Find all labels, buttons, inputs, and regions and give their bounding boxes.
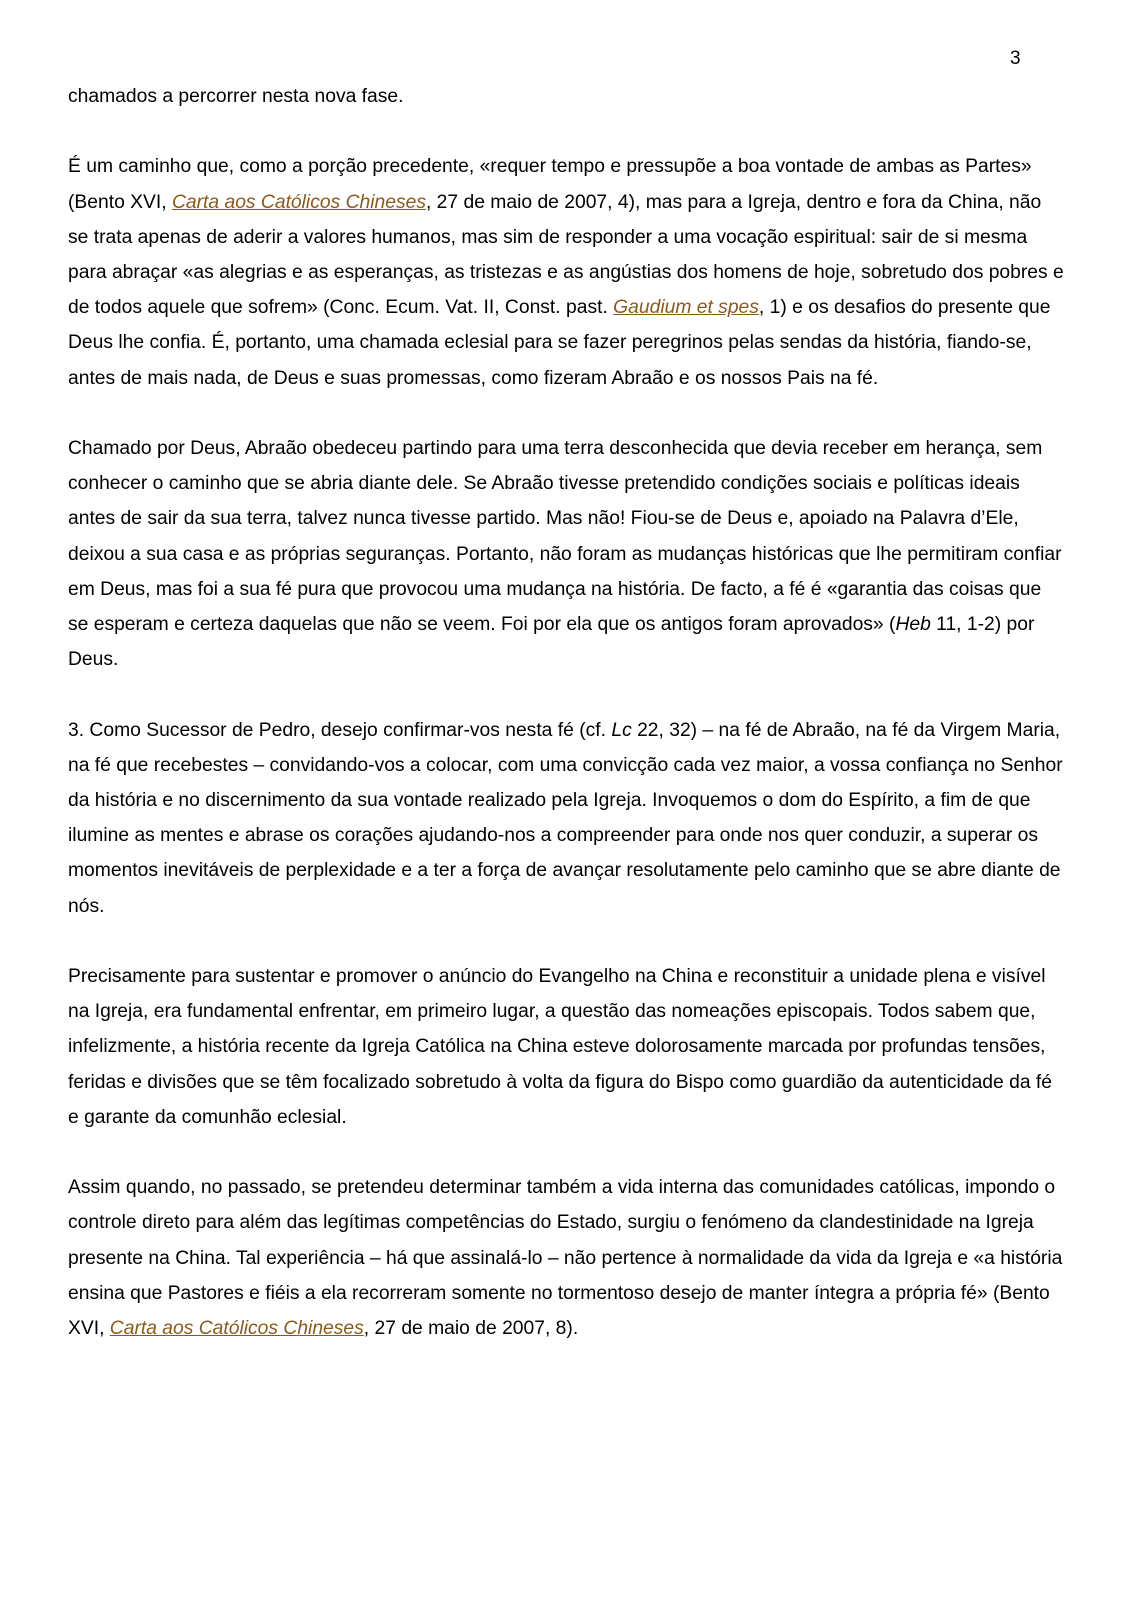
paragraph-text: Precisamente para sustentar e promover o anúncio do Evangelho na China e reconstituir a unidade plena e visível na Igreja, era fundamental enfrentar, em primeiro lugar, a questão das nomeações episcopais. Todos sabem que, infelizmente, a história recente da Igreja Católica na China esteve dolorosamente marcada por profundas tensões, feridas e divisões que se têm focalizado sobretudo à volta da figura do Bispo como guardião da autenticidade da fé e garante da comunhão eclesial. [68, 966, 1052, 1128]
paragraph-4 [68, 713, 1064, 924]
link-carta-catolicos-chineses[interactable]: Carta aos Católicos Chineses [171, 191, 426, 213]
page-number: 3 [1010, 48, 1021, 69]
paragraph-1 [68, 79, 1064, 114]
paragraph-text: 11, 1-2) por Deus. [68, 614, 1035, 671]
link-carta-catolicos-chineses[interactable]: Carta aos Católicos Chineses [109, 1318, 364, 1340]
paragraph-text: 22, 32) – na fé de Abraão, na fé da Virgem Maria, na fé que recebestes – convidando-vos a colocar, com uma convicção cada vez maior, a vossa confiança no Senhor da história e no discernimento da sua vontade realizado pela Igreja. Invoquemos o dom do Espírito, a fim de que ilumine as mentes e abrase os corações ajudando-nos a compreender para onde nos quer conduzir, a superar os momentos inevitáveis de perplexidade e a ter a força de avançar resolutamente pelo caminho que se abre diante de nós. [68, 719, 1063, 917]
paragraph-text: Assim quando, no passado, se pretendeu determinar também a vida interna das comunidades católicas, impondo o controle direto para além das legítimas competências do Estado, surgiu o fenómeno da clandestinidade na Igreja presente na China. Tal experiência – há que assinalá-lo – não pertence à normalidade da vida da Igreja e «a história ensina que Pastores e fiéis a ela recorreram somente no tormentoso desejo de manter íntegra a própria fé» (Bento XVI, [68, 1177, 1063, 1340]
paragraph-text: , 27 de maio de 2007, 8). [363, 1318, 579, 1340]
paragraph-text: É um caminho que, como a porção precedente, «requer tempo e pressupõe a boa vontade de ambas as Partes» (Bento XVI, [68, 156, 1032, 213]
document-body [68, 79, 1064, 1346]
paragraph-2 [68, 149, 1064, 395]
paragraph-text: Chamado por Deus, Abraão obedeceu partindo para uma terra desconhecida que devia receber em herança, sem conhecer o caminho que se abria diante dele. Se Abraão tivesse pretendido condições sociais e políticas ideais antes de sair da sua terra, talvez nunca tivesse partido. Mas não! Fiou-se de Deus e, apoiado na Palavra d’Ele, deixou a sua casa e as próprias seguranças. Portanto, não foram as mudanças históricas que lhe permitiram confiar em Deus, mas foi a sua fé pura que provocou uma mudança na história. De facto, a fé é «garantia das coisas que se esperam e certeza daquelas que não se veem. Foi por ela que os antigos foram aprovados» ( [68, 438, 1062, 636]
paragraph-text: 3. Como Sucessor de Pedro, desejo confirmar-vos nesta fé (cf. [68, 719, 612, 741]
citation-lc: Lc [611, 719, 632, 741]
paragraph-5 [68, 959, 1064, 1135]
paragraph-text: chamados a percorrer nesta nova fase. [68, 86, 404, 107]
paragraph-text: , 1) e os desafios do presente que Deus lhe confia. É, portanto, uma chamada eclesial para se fazer peregrinos pelas sendas da história, fiando-se, antes de mais nada, de Deus e suas promessas, como fizeram Abraão e os nossos Pais na fé. [68, 297, 1051, 389]
paragraph-text: , 27 de maio de 2007, 4), mas para a Igreja, dentro e fora da China, não se trata apenas de aderir a valores humanos, mas sim de responder a uma vocação espiritual: sair de si mesma para abraçar «as alegrias e as esperanças, as tristezas e as angústias dos homens de hoje, sobretudo dos pobres e de todos aquele que sofrem» (Conc. Ecum. Vat. II, Const. past. [68, 191, 1064, 319]
link-gaudium-et-spes[interactable]: Gaudium et spes [613, 297, 759, 319]
paragraph-6 [68, 1170, 1064, 1346]
citation-heb: Heb [895, 614, 931, 636]
paragraph-3 [68, 431, 1064, 677]
